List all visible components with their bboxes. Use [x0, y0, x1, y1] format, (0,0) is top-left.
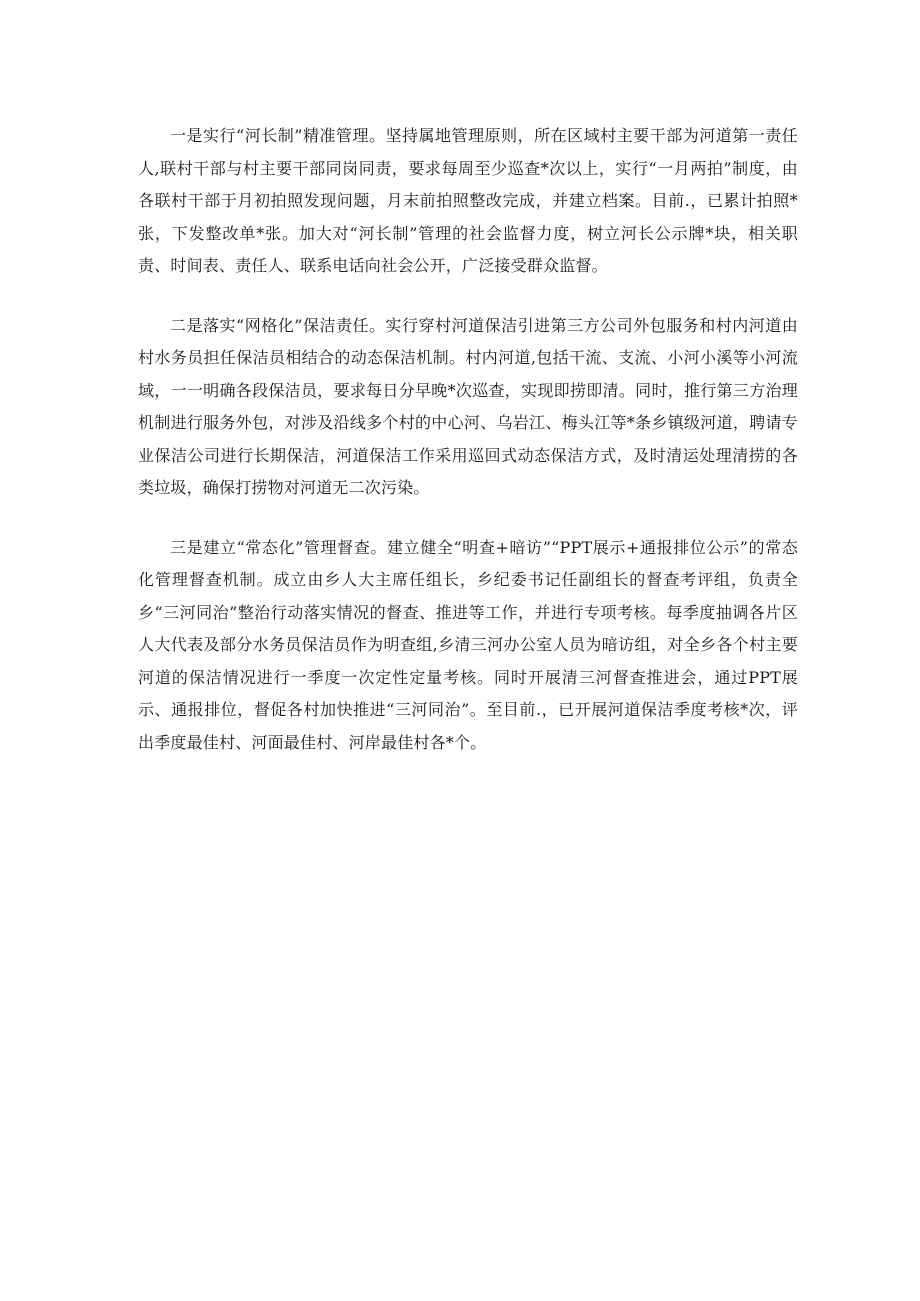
paragraph-grid-cleaning: 二是落实“网格化”保洁责任。实行穿村河道保洁引进第三方公司外包服务和村内河道由村水务员担任保洁员相结合的动态保洁机制。村内河道,包括干流、支流、小河小溪等小河流域，一一明确各段保洁员，要求每日分早晚*次巡查，实现即捞即清。同时，推行第三方治理机制进行服务外包，对涉及沿线多个村的中心河、乌岩江、梅头江等*条乡镇级河道，聘请专业保洁公司进行长期保洁，河道保洁工作采用巡回式动态保洁方式，及时清运处理清捞的各类垃圾，确保打捞物对河道无二次污染。 — [138, 315, 798, 497]
paragraph-normalized-supervision: 三是建立“常态化”管理督查。建立健全“明查+暗访”“PPT展示+通报排位公示”的常态化管理督查机制。成立由乡人大主席任组长，乡纪委书记任副组长的督查考评组，负责全乡“三河同治”整治行动落实情况的督查、推进等工作，并进行专项考核。每季度抽调各片区人大代表及部分水务员保洁员作为明查组,乡清三河办公室人员为暗访组，对全乡各个村主要河道的保洁情况进行一季度一次定性定量考核。同时开展清三河督查推进会，通过PPT展示、通报排位，督促各村加快推进“三河同治”。至目前.，已开展河道保洁季度考核*次，评出季度最佳村、河面最佳村、河岸最佳村各*个。 — [138, 537, 798, 752]
paragraph-river-chief-system: 一是实行“河长制”精准管理。坚持属地管理原则，所在区域村主要干部为河道第一责任人,联村干部与村主要干部同岗同责，要求每周至少巡查*次以上，实行“一月两拍”制度，由各联村干部于月初拍照发现问题，月末前拍照整改完成，并建立档案。目前.，已累计拍照*张，下发整改单*张。加大对“河长制”管理的社会监督力度，树立河长公示牌*块，相关职责、时间表、责任人、联系电话向社会公开，广泛接受群众监督。 — [138, 126, 798, 275]
document-body — [138, 120, 798, 786]
